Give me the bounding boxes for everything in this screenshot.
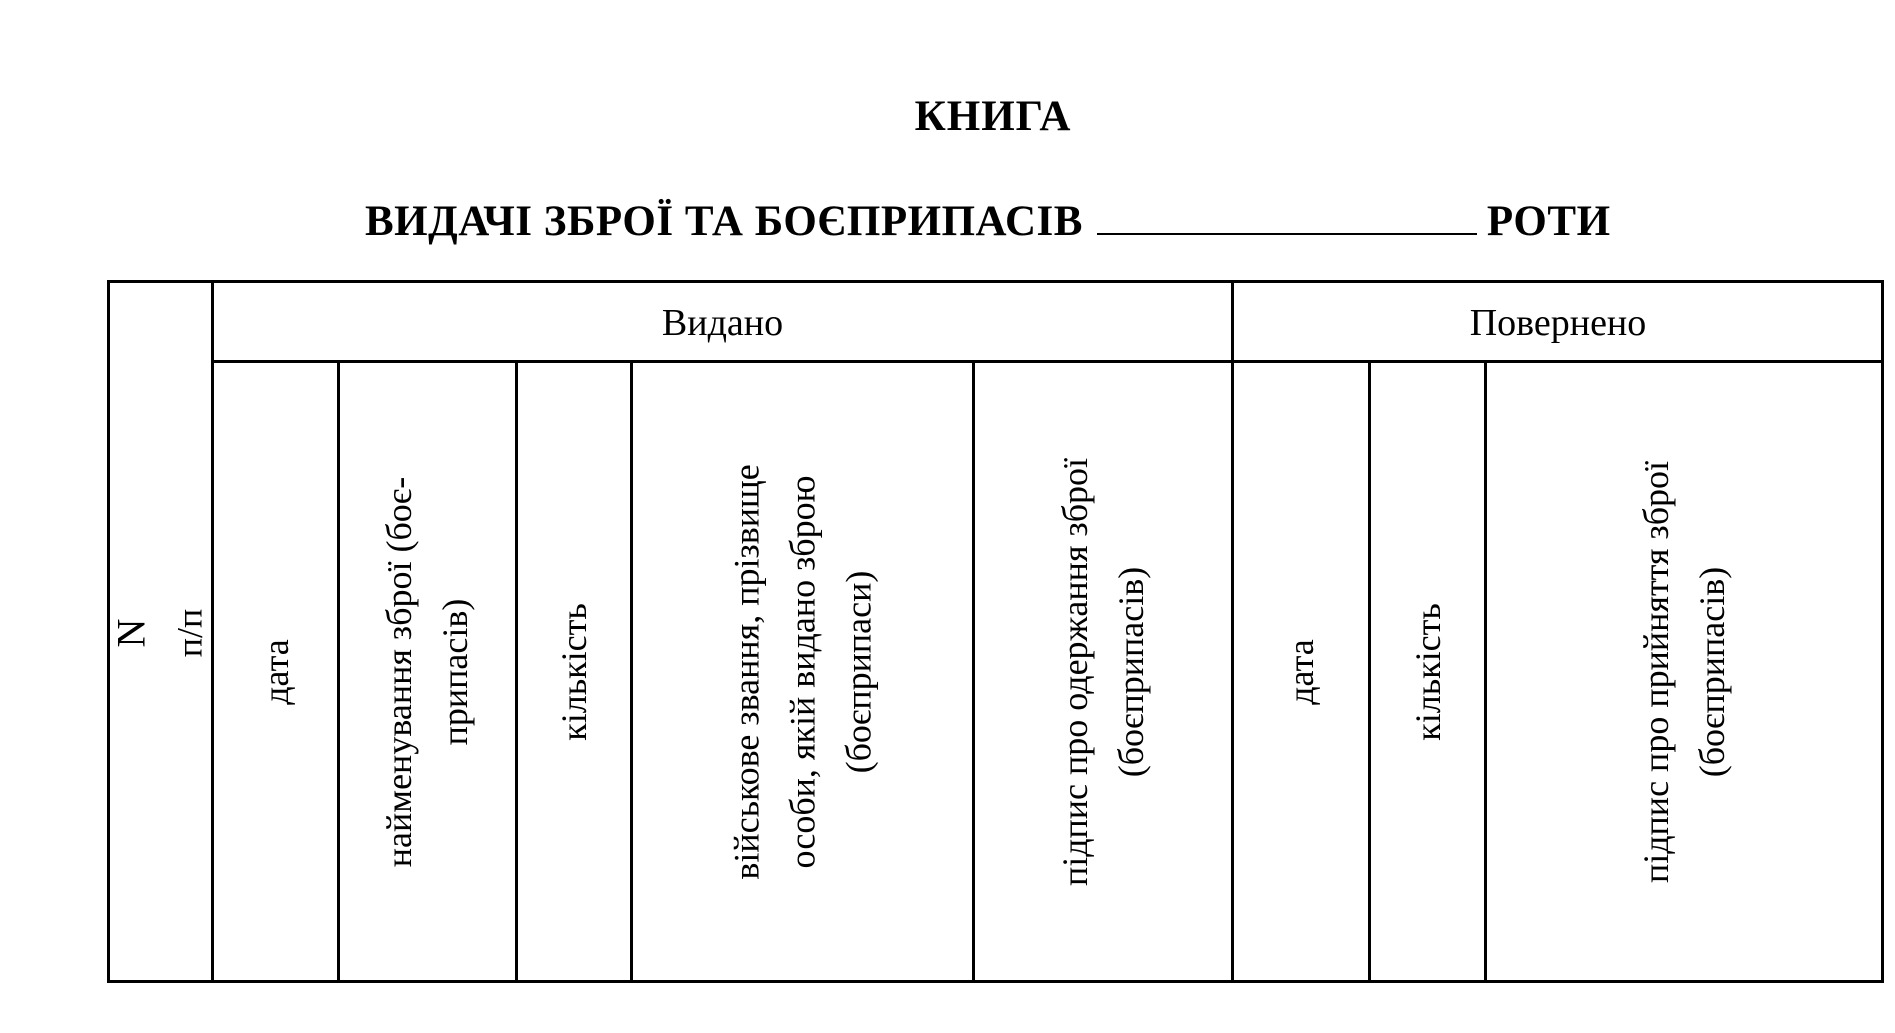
recipient-header [633, 362, 972, 982]
receipt-signature-line1: підпис про одержання зброї [1055, 457, 1096, 887]
book-subtitle [365, 195, 1611, 249]
returned-quantity-header [1371, 362, 1484, 982]
returned-group-label: Повернено [1469, 302, 1647, 344]
company-blank-field[interactable] [1097, 195, 1477, 235]
receipt-signature-header [975, 362, 1231, 982]
returned-date-header [1234, 362, 1368, 982]
acceptance-signature-line2: (боєприпасів) [1692, 566, 1733, 778]
acceptance-signature-header [1487, 362, 1881, 982]
acceptance-signature-line1: підпис про прийняття зброї [1636, 460, 1677, 884]
receipt-signature-line2: (боєприпасів) [1111, 566, 1152, 778]
weapon-name-header [340, 362, 515, 982]
issued-group-label: Видано [661, 302, 784, 344]
issued-quantity-label: кількість [554, 603, 594, 741]
number-abbrev: п/п [168, 608, 209, 657]
table-border-right [1881, 280, 1884, 983]
weapon-name-line2: припасів) [435, 598, 476, 746]
book-title: КНИГА [914, 93, 1072, 140]
number-sign: N [107, 618, 153, 647]
recipient-line3: (боєприпаси) [838, 570, 879, 774]
subtitle-text: ВИДАЧІ ЗБРОЇ ТА БОЄПРИПАСІВ [365, 198, 1083, 245]
issued-date-header [214, 362, 337, 982]
issued-quantity-header [518, 362, 630, 982]
subtitle-suffix: РОТИ [1486, 198, 1611, 245]
returned-quantity-label: кількість [1407, 603, 1448, 741]
returned-date-label: дата [1280, 639, 1321, 705]
weapon-name-line1: найменування зброї (боє- [379, 476, 420, 868]
returned-group-header [1233, 283, 1883, 363]
issued-group-header [213, 283, 1232, 363]
row-number-header [109, 283, 211, 982]
issued-date-label: дата [255, 639, 296, 705]
recipient-line1: військове звання, прізвище [726, 464, 767, 880]
recipient-line2: особи, якій видано зброю [782, 475, 823, 869]
